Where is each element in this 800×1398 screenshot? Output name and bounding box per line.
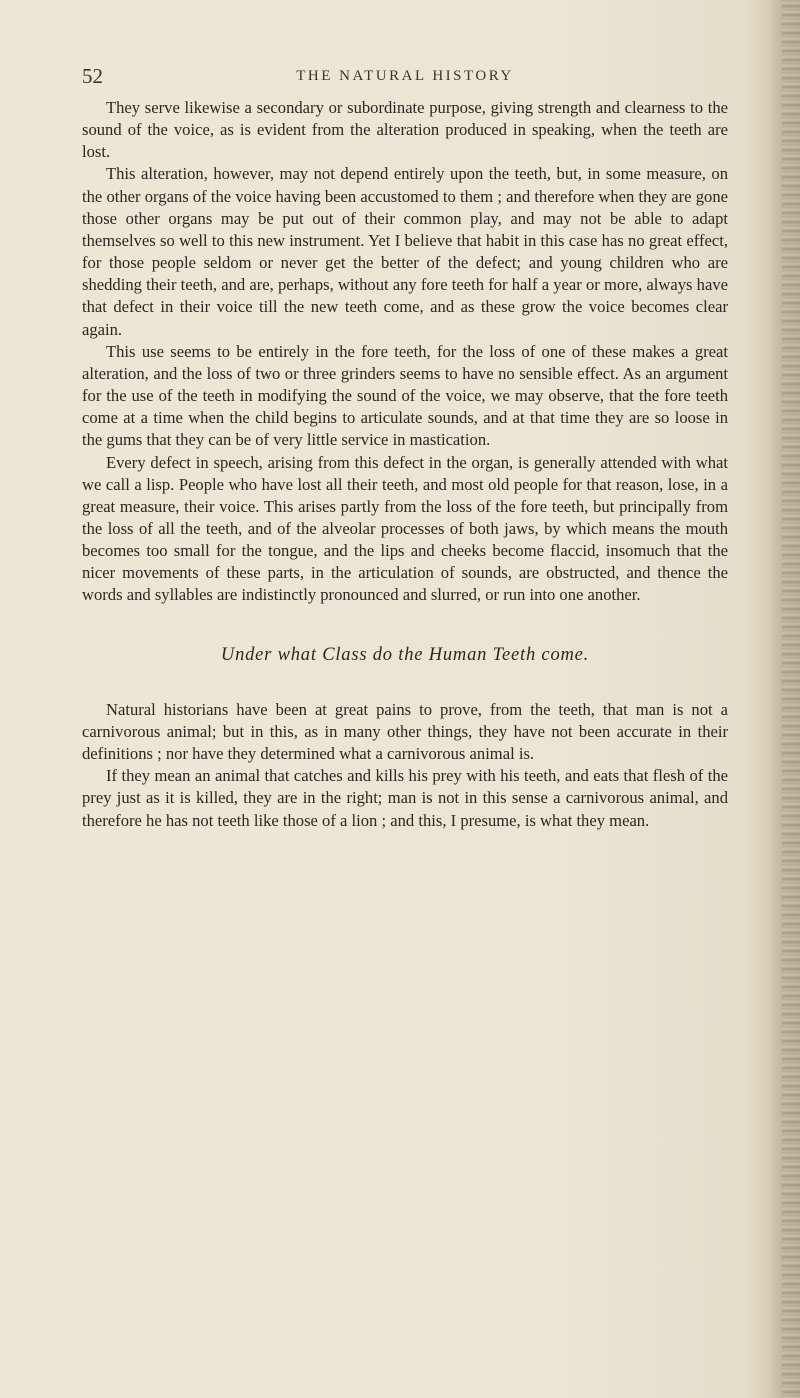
running-head: THE NATURAL HISTORY xyxy=(296,68,514,84)
paragraph: If they mean an animal that catches and kills his prey with his teeth, and eats that flesh of the prey just as it is killed, they are in the right; man is not in this sense a carnivorous animal, and therefore he has not teeth like those of a lion ; and this, I presume, is what they mean. xyxy=(82,766,728,830)
paragraph: Natural historians have been at great pains to prove, from the teeth, that man is not a carnivorous animal; but in this, as in many other things, they have not been accurate in their definitions ; nor have they determined what a carnivorous animal is. xyxy=(82,699,728,764)
paragraph: This alteration, however, may not depend entirely upon the teeth, but, in some measure, on the other organs of the voice having been accustomed to them ; and therefore when they are gone those other organs may be put out of their common play, and may not be able to adapt themselves so well to this new instrument. Yet I believe that habit in this case has no great effect, for those people seldom or never get the better of the defect; and young children who are shedding their teeth, and are, perhaps, without any fore teeth for half a year or more, always have that defect in their voice till the new teeth come, and as these grow the voice becomes clear again. xyxy=(82,164,728,339)
paragraph: They serve likewise a secondary or subordinate purpose, giving strength and clearness to the sound of the voice, as is evident from the alteration produced in speaking, when the teeth are lost. xyxy=(82,98,728,162)
page-edge xyxy=(782,0,800,1398)
section-heading: Under what Class do the Human Teeth come. xyxy=(220,644,590,665)
page-number: 52 xyxy=(82,64,103,88)
paragraph: This use seems to be entirely in the fore teeth, for the loss of one of these makes a great alteration, and the loss of two or three grinders seems to have no sensible effect. As an argument for the use of the teeth in modifying the sound of the voice, we may observe, that the fore teeth come at a time when the child begins to articulate sounds, and at that time they are so loose in the gums that they can be of very little service in mastication. xyxy=(82,341,728,450)
paragraph: Every defect in speech, arising from this defect in the organ, is generally attended with what we call a lisp. People who have lost all their teeth, and most old people for that reason, lose, in a great measure, their voice. This arises partly from the loss of the fore teeth, but principally from the loss of all the teeth, and of the alveolar processes of both jaws, by which means the mouth becomes too small for the tongue, and the lips and cheeks become flaccid, insomuch that the nicer movements of these parts, in the articulation of sounds, are obstructed, and thence the words and syllables are indistinctly pronounced and slurred, or run into one another. xyxy=(82,452,728,605)
body-text xyxy=(82,97,728,832)
page-header xyxy=(82,64,728,92)
